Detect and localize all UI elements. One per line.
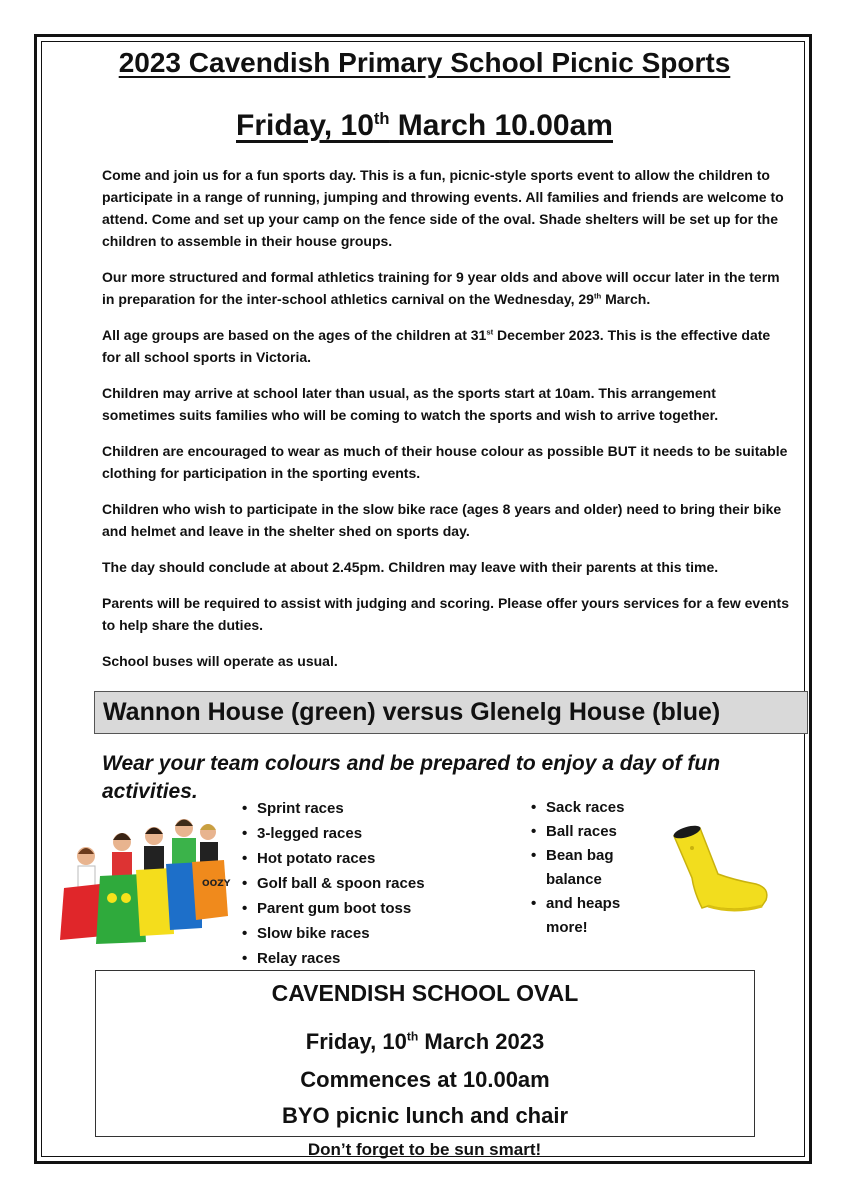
page-title xyxy=(0,43,849,83)
event-item: • Ball races xyxy=(531,820,641,844)
kid-shirt-3 xyxy=(144,846,164,872)
paragraph-age-sup: st xyxy=(486,327,494,337)
info-date-day: Friday, 10 xyxy=(305,1029,407,1054)
team-colours-tagline: Wear your team colours and be prepared to enjoy a day of fun activities. xyxy=(102,752,721,803)
event-item: • Parent gum boot toss xyxy=(242,896,502,921)
body-text xyxy=(102,164,790,686)
event-item: • Sprint races xyxy=(242,796,502,821)
event-item: • Bean bag balance xyxy=(531,844,641,892)
house-heading: Wannon House (green) versus Glenelg House (blue) xyxy=(94,691,808,734)
event-date-suffix: th xyxy=(373,110,390,128)
info-date-rest: March 2023 xyxy=(418,1029,545,1054)
event-item: • Sack races xyxy=(531,796,641,820)
paragraph-arrival: Children may arrive at school later than usual, as the sports start at 10am. This arrangement sometimes suits families who will be coming to watch the sports and wish to arrive together. xyxy=(102,385,719,423)
sack-face-1 xyxy=(107,893,117,903)
sack-face-2 xyxy=(121,893,131,903)
event-item: • Hot potato races xyxy=(242,846,502,871)
paragraph-athletics-sup: th xyxy=(593,291,602,301)
event-item: • 3-legged races xyxy=(242,821,502,846)
paragraph-conclude: The day should conclude at about 2.45pm. Children may leave with their parents at this time. xyxy=(102,559,719,575)
event-date-heading xyxy=(0,104,849,148)
paragraph-buses: School buses will operate as usual. xyxy=(102,653,338,669)
yellow-gum-boot-illustration xyxy=(664,822,774,914)
sack-label: OOZY xyxy=(202,879,231,889)
sack-orange xyxy=(192,860,228,920)
event-date-text xyxy=(236,109,613,142)
event-date-rest: March 10.00am xyxy=(389,109,613,142)
paragraph-intro: Come and join us for a fun sports day. This is a fun, picnic-style sports event to allow the children to participate in a range of running, jumping and throwing events. All families and friends are welcome to attend. Come and set up your camp on the fence side of the oval. Shade shelters will be set up for the children to assemble in their house groups. xyxy=(102,167,784,249)
kid-hair-5 xyxy=(200,824,216,830)
sack-race-kids-illustration xyxy=(56,816,232,952)
kid-hair-4 xyxy=(175,820,193,827)
info-byo: BYO picnic lunch and chair xyxy=(281,1103,569,1128)
paragraph-athletics xyxy=(102,266,790,310)
kid-shirt-2 xyxy=(112,852,132,878)
info-date xyxy=(96,1027,754,1057)
info-commences: Commences at 10.00am xyxy=(300,1067,550,1092)
kid-hair-2 xyxy=(113,833,131,840)
boot-body xyxy=(674,828,767,909)
event-item: • Slow bike races xyxy=(242,921,502,946)
venue-title: CAVENDISH SCHOOL OVAL xyxy=(271,980,579,1006)
boot-strap xyxy=(690,846,694,850)
event-item: • Relay races xyxy=(242,946,502,971)
info-date-suffix: th xyxy=(406,1029,419,1044)
page-title-text: 2023 Cavendish Primary School Picnic Sports xyxy=(118,47,731,78)
paragraph-slow-bike: Children who wish to participate in the slow bike race (ages 8 years and older) need to bring their bike and helmet and leave in the shelter shed on sports day. xyxy=(102,501,782,539)
paragraph-house-colour: Children are encouraged to wear as much of their house colour as possible BUT it needs to be suitable clothing for participation in the sporting events. xyxy=(102,443,788,481)
kid-hair-1 xyxy=(78,848,94,854)
kid-shirt-1 xyxy=(78,866,95,888)
sun-smart-reminder: Don’t forget to be sun smart! xyxy=(307,1140,542,1159)
paragraph-age-groups xyxy=(102,324,790,368)
kid-hair-3 xyxy=(145,828,163,835)
event-date-day: Friday, 10 xyxy=(236,109,374,142)
kid-shirt-4 xyxy=(172,838,196,866)
event-item: • and heaps more! xyxy=(531,892,641,940)
paragraph-athletics-b: March. xyxy=(601,291,651,307)
paragraph-athletics-a: Our more structured and formal athletics training for 9 year olds and above will occur later in the term in preparation for the inter-school athletics carnival on the Wednesday, 29 xyxy=(102,269,780,307)
events-list-left xyxy=(242,796,502,971)
events-list-right xyxy=(531,796,641,940)
paragraph-parents: Parents will be required to assist with judging and scoring. Please offer yours services for a few events to help share the duties. xyxy=(102,595,789,633)
paragraph-age-b: December 2023. This is the effective date for all school sports in Victoria. xyxy=(102,327,771,365)
info-box xyxy=(95,970,755,1137)
paragraph-age-a: All age groups are based on the ages of the children at 31 xyxy=(102,327,487,343)
event-item: • Golf ball & spoon races xyxy=(242,871,502,896)
